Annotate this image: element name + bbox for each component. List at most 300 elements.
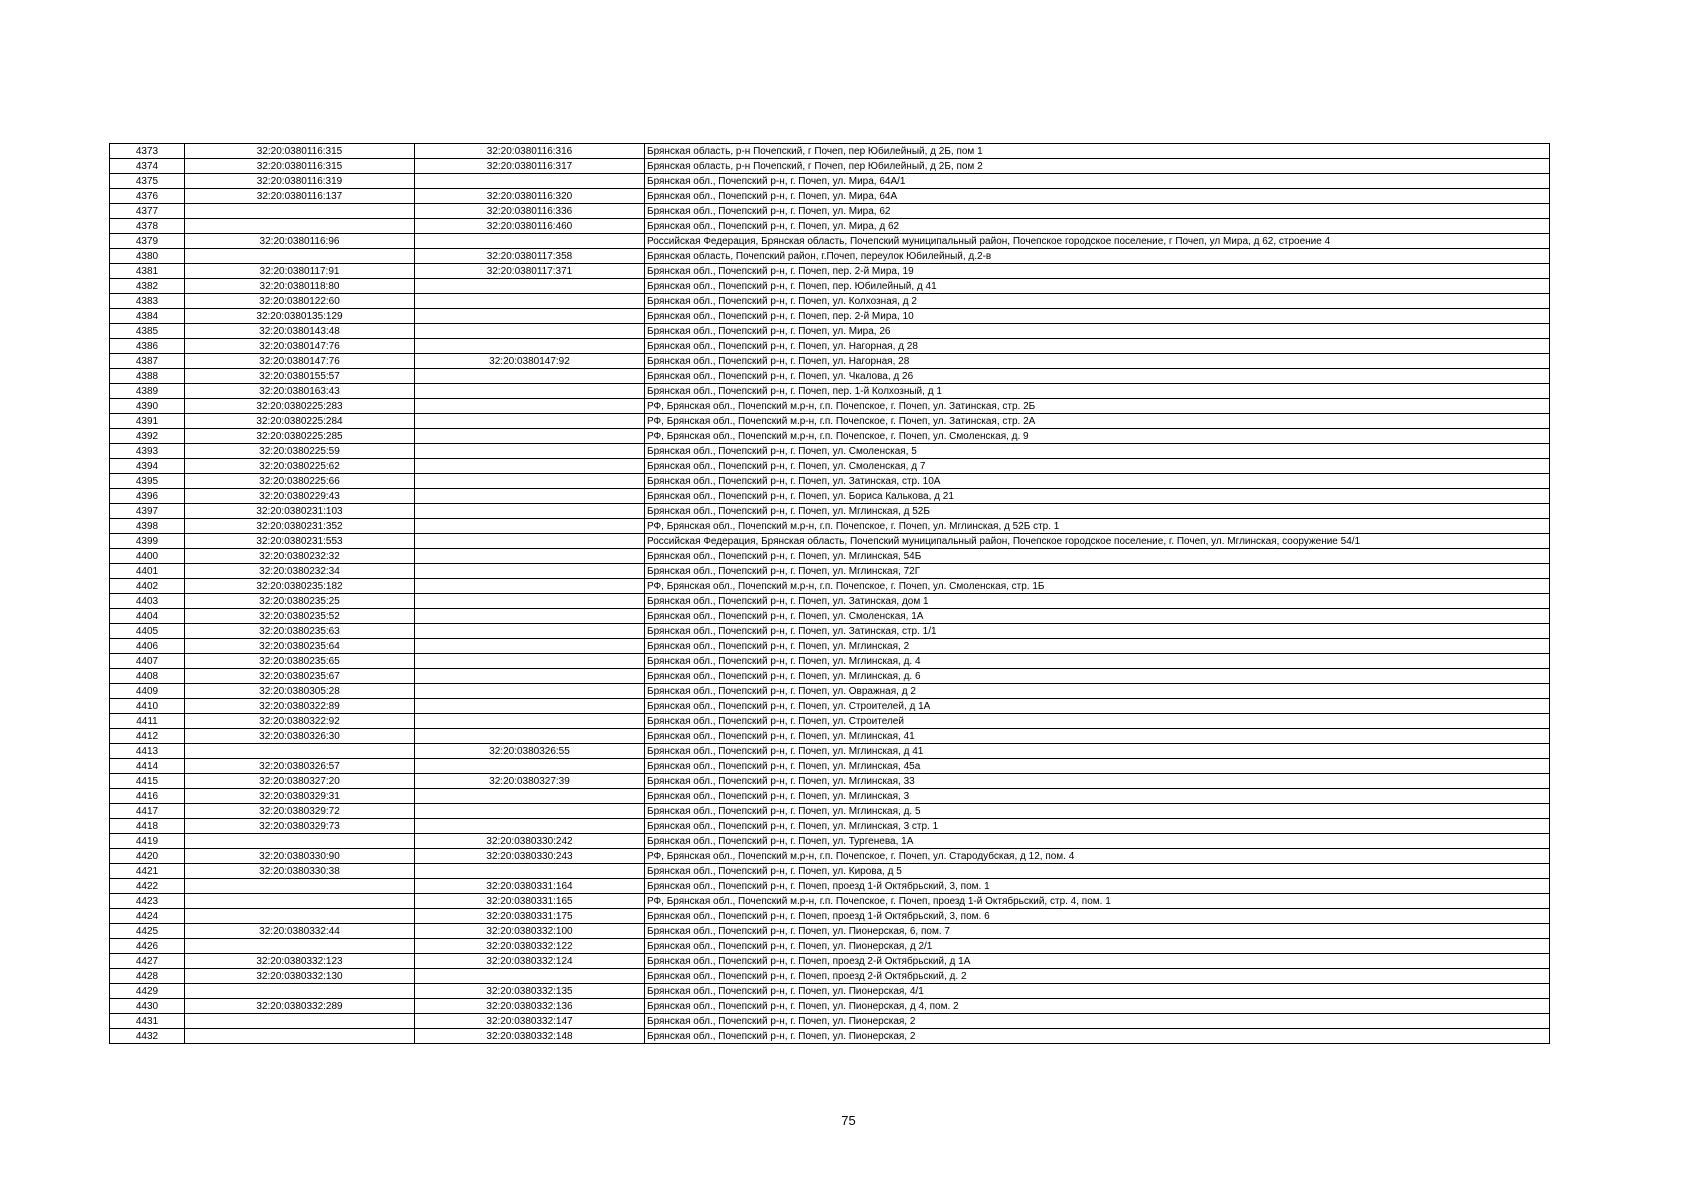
row-number-cell: 4409	[110, 684, 185, 699]
cadastral-number-cell: 32:20:0380332:289	[185, 999, 415, 1014]
related-cadastral-number-cell	[415, 519, 645, 534]
address-cell: Брянская обл., Почепский р-н, г. Почеп, ул. Мира, 64А	[645, 189, 1550, 204]
address-cell: Брянская обл., Почепский р-н, г. Почеп, ул. Мглинская, д. 6	[645, 669, 1550, 684]
row-number-cell: 4389	[110, 384, 185, 399]
address-cell: Брянская обл., Почепский р-н, г. Почеп, проезд 2-й Октябрьский, д 1А	[645, 954, 1550, 969]
row-number-cell: 4387	[110, 354, 185, 369]
related-cadastral-number-cell: 32:20:0380332:136	[415, 999, 645, 1014]
related-cadastral-number-cell	[415, 309, 645, 324]
address-cell: Брянская обл., Почепский р-н, г. Почеп, ул. Пионерская, 6, пом. 7	[645, 924, 1550, 939]
related-cadastral-number-cell	[415, 624, 645, 639]
related-cadastral-number-cell	[415, 714, 645, 729]
row-number-cell: 4382	[110, 279, 185, 294]
related-cadastral-number-cell: 32:20:0380332:100	[415, 924, 645, 939]
related-cadastral-number-cell	[415, 789, 645, 804]
row-number-cell: 4408	[110, 669, 185, 684]
address-cell: Брянская обл., Почепский р-н, г. Почеп, ул. Тургенева, 1А	[645, 834, 1550, 849]
table-row	[110, 669, 1550, 684]
table-row	[110, 684, 1550, 699]
table-row	[110, 564, 1550, 579]
related-cadastral-number-cell: 32:20:0380330:242	[415, 834, 645, 849]
table-row	[110, 639, 1550, 654]
address-cell: Брянская обл., Почепский р-н, г. Почеп, пер. 1-й Колхозный, д 1	[645, 384, 1550, 399]
related-cadastral-number-cell: 32:20:0380332:147	[415, 1014, 645, 1029]
table-row	[110, 939, 1550, 954]
address-cell: Брянская обл., Почепский р-н, г. Почеп, ул. Мира, 62	[645, 204, 1550, 219]
table-row	[110, 489, 1550, 504]
cadastral-number-cell: 32:20:0380232:34	[185, 564, 415, 579]
row-number-cell: 4426	[110, 939, 185, 954]
related-cadastral-number-cell	[415, 234, 645, 249]
table-row	[110, 189, 1550, 204]
related-cadastral-number-cell: 32:20:0380332:124	[415, 954, 645, 969]
address-cell: Брянская обл., Почепский р-н, г. Почеп, проезд 1-й Октябрьский, 3, пом. 6	[645, 909, 1550, 924]
related-cadastral-number-cell	[415, 489, 645, 504]
related-cadastral-number-cell: 32:20:0380116:317	[415, 159, 645, 174]
cadastral-number-cell: 32:20:0380235:63	[185, 624, 415, 639]
cadastral-number-cell	[185, 744, 415, 759]
table-body	[110, 144, 1550, 1044]
table-row	[110, 624, 1550, 639]
related-cadastral-number-cell	[415, 819, 645, 834]
row-number-cell: 4397	[110, 504, 185, 519]
row-number-cell: 4417	[110, 804, 185, 819]
address-cell: Брянская обл., Почепский р-н, г. Почеп, ул. Нагорная, 28	[645, 354, 1550, 369]
row-number-cell: 4418	[110, 819, 185, 834]
related-cadastral-number-cell	[415, 534, 645, 549]
address-cell: РФ, Брянская обл., Почепский м.р-н, г.п. Почепское, г. Почеп, ул. Мглинская, д 52Б стр. 1	[645, 519, 1550, 534]
row-number-cell: 4374	[110, 159, 185, 174]
row-number-cell: 4424	[110, 909, 185, 924]
cadastral-number-cell: 32:20:0380235:65	[185, 654, 415, 669]
related-cadastral-number-cell	[415, 609, 645, 624]
related-cadastral-number-cell	[415, 429, 645, 444]
cadastral-number-cell: 32:20:0380225:285	[185, 429, 415, 444]
table-row	[110, 789, 1550, 804]
address-cell: Брянская обл., Почепский р-н, г. Почеп, ул. Мглинская, д 41	[645, 744, 1550, 759]
table-row	[110, 594, 1550, 609]
table-row	[110, 249, 1550, 264]
table-row	[110, 279, 1550, 294]
row-number-cell: 4429	[110, 984, 185, 999]
address-cell: Брянская обл., Почепский р-н, г. Почеп, ул. Мглинская, д. 4	[645, 654, 1550, 669]
address-cell: Брянская обл., Почепский р-н, г. Почеп, ул. Мглинская, 33	[645, 774, 1550, 789]
address-cell: Брянская обл., Почепский р-н, г. Почеп, ул. Затинская, стр. 1/1	[645, 624, 1550, 639]
row-number-cell: 4377	[110, 204, 185, 219]
table-row	[110, 729, 1550, 744]
table-row	[110, 879, 1550, 894]
table-row	[110, 354, 1550, 369]
table-row	[110, 864, 1550, 879]
address-cell: Брянская обл., Почепский р-н, г. Почеп, пер. 2-й Мира, 10	[645, 309, 1550, 324]
cadastral-number-cell: 32:20:0380327:20	[185, 774, 415, 789]
row-number-cell: 4393	[110, 444, 185, 459]
address-cell: Брянская обл., Почепский р-н, г. Почеп, ул. Чкалова, д 26	[645, 369, 1550, 384]
related-cadastral-number-cell	[415, 594, 645, 609]
address-cell: Брянская обл., Почепский р-н, г. Почеп, пер. Юбилейный, д 41	[645, 279, 1550, 294]
table-row	[110, 399, 1550, 414]
related-cadastral-number-cell: 32:20:0380117:371	[415, 264, 645, 279]
row-number-cell: 4403	[110, 594, 185, 609]
row-number-cell: 4431	[110, 1014, 185, 1029]
address-cell: Брянская обл., Почепский р-н, г. Почеп, ул. Мглинская, 72Г	[645, 564, 1550, 579]
row-number-cell: 4375	[110, 174, 185, 189]
related-cadastral-number-cell: 32:20:0380117:358	[415, 249, 645, 264]
table-row	[110, 714, 1550, 729]
address-cell: Брянская обл., Почепский р-н, г. Почеп, ул. Пионерская, д 4, пом. 2	[645, 999, 1550, 1014]
related-cadastral-number-cell	[415, 669, 645, 684]
row-number-cell: 4427	[110, 954, 185, 969]
table-row	[110, 159, 1550, 174]
address-cell: Брянская обл., Почепский р-н, г. Почеп, ул. Мира, д 62	[645, 219, 1550, 234]
table-row	[110, 894, 1550, 909]
cadastral-number-cell: 32:20:0380232:32	[185, 549, 415, 564]
related-cadastral-number-cell: 32:20:0380330:243	[415, 849, 645, 864]
row-number-cell: 4428	[110, 969, 185, 984]
cadastral-number-cell: 32:20:0380231:352	[185, 519, 415, 534]
cadastral-number-cell: 32:20:0380135:129	[185, 309, 415, 324]
address-cell: Брянская обл., Почепский р-н, г. Почеп, ул. Строителей, д 1А	[645, 699, 1550, 714]
related-cadastral-number-cell: 32:20:0380332:135	[415, 984, 645, 999]
row-number-cell: 4384	[110, 309, 185, 324]
table-row	[110, 954, 1550, 969]
related-cadastral-number-cell	[415, 369, 645, 384]
row-number-cell: 4395	[110, 474, 185, 489]
related-cadastral-number-cell	[415, 564, 645, 579]
row-number-cell: 4378	[110, 219, 185, 234]
table-row	[110, 654, 1550, 669]
related-cadastral-number-cell: 32:20:0380147:92	[415, 354, 645, 369]
related-cadastral-number-cell: 32:20:0380116:336	[415, 204, 645, 219]
cadastral-number-cell	[185, 834, 415, 849]
cadastral-number-cell: 32:20:0380332:44	[185, 924, 415, 939]
cadastral-number-cell: 32:20:0380332:130	[185, 969, 415, 984]
related-cadastral-number-cell: 32:20:0380332:148	[415, 1029, 645, 1044]
table-row	[110, 504, 1550, 519]
table-row	[110, 909, 1550, 924]
cadastral-number-cell: 32:20:0380235:52	[185, 609, 415, 624]
row-number-cell: 4405	[110, 624, 185, 639]
table-row	[110, 414, 1550, 429]
related-cadastral-number-cell	[415, 804, 645, 819]
related-cadastral-number-cell	[415, 339, 645, 354]
related-cadastral-number-cell: 32:20:0380331:164	[415, 879, 645, 894]
table-row	[110, 999, 1550, 1014]
row-number-cell: 4373	[110, 144, 185, 159]
row-number-cell: 4420	[110, 849, 185, 864]
address-cell: Российская Федерация, Брянская область, Почепский муниципальный район, Почепское городское поселение, г. Почеп, ул. Мглинская, сооружение 54/1	[645, 534, 1550, 549]
cadastral-number-cell: 32:20:0380122:60	[185, 294, 415, 309]
related-cadastral-number-cell: 32:20:0380331:175	[415, 909, 645, 924]
related-cadastral-number-cell	[415, 504, 645, 519]
address-cell: Брянская область, р-н Почепский, г Почеп, пер Юбилейный, д 2Б, пом 2	[645, 159, 1550, 174]
cadastral-number-cell: 32:20:0380235:182	[185, 579, 415, 594]
row-number-cell: 4394	[110, 459, 185, 474]
cadastral-number-cell	[185, 1029, 415, 1044]
page-number: 75	[841, 1113, 856, 1128]
cadastral-number-cell: 32:20:0380116:319	[185, 174, 415, 189]
row-number-cell: 4399	[110, 534, 185, 549]
row-number-cell: 4386	[110, 339, 185, 354]
address-cell: Брянская обл., Почепский р-н, г. Почеп, ул. Кирова, д 5	[645, 864, 1550, 879]
cadastral-number-cell: 32:20:0380116:137	[185, 189, 415, 204]
address-cell: РФ, Брянская обл., Почепский м.р-н, г.п. Почепское, г. Почеп, ул. Смоленская, д. 9	[645, 429, 1550, 444]
table-row	[110, 1029, 1550, 1044]
address-cell: Брянская обл., Почепский р-н, г. Почеп, ул. Затинская, дом 1	[645, 594, 1550, 609]
cadastral-number-cell: 32:20:0380116:315	[185, 159, 415, 174]
cadastral-number-cell: 32:20:0380116:315	[185, 144, 415, 159]
address-cell: Брянская обл., Почепский р-н, г. Почеп, ул. Затинская, стр. 10А	[645, 474, 1550, 489]
cadastral-number-cell: 32:20:0380163:43	[185, 384, 415, 399]
table-row	[110, 324, 1550, 339]
cadastral-number-cell	[185, 879, 415, 894]
address-cell: Брянская обл., Почепский р-н, г. Почеп, ул. Мглинская, 3	[645, 789, 1550, 804]
table-row	[110, 609, 1550, 624]
address-cell: РФ, Брянская обл., Почепский м.р-н, г.п. Почепское, г. Почеп, ул. Затинская, стр. 2Б	[645, 399, 1550, 414]
cadastral-number-cell	[185, 204, 415, 219]
table-row	[110, 144, 1550, 159]
related-cadastral-number-cell	[415, 459, 645, 474]
address-cell: Брянская обл., Почепский р-н, г. Почеп, ул. Пионерская, 2	[645, 1014, 1550, 1029]
table-row	[110, 294, 1550, 309]
cadastral-number-cell	[185, 219, 415, 234]
row-number-cell: 4381	[110, 264, 185, 279]
address-cell: Брянская обл., Почепский р-н, г. Почеп, ул. Смоленская, д 7	[645, 459, 1550, 474]
related-cadastral-number-cell: 32:20:0380116:316	[415, 144, 645, 159]
table-row	[110, 834, 1550, 849]
address-cell: РФ, Брянская обл., Почепский м.р-н, г.п. Почепское, г. Почеп, ул. Стародубская, д 12, пом. 4	[645, 849, 1550, 864]
table-row	[110, 174, 1550, 189]
table-row	[110, 519, 1550, 534]
address-cell: Брянская обл., Почепский р-н, г. Почеп, ул. Смоленская, 1А	[645, 609, 1550, 624]
cadastral-number-cell: 32:20:0380143:48	[185, 324, 415, 339]
table-row	[110, 849, 1550, 864]
related-cadastral-number-cell	[415, 684, 645, 699]
address-cell: Брянская обл., Почепский р-н, г. Почеп, ул. Мглинская, 3 стр. 1	[645, 819, 1550, 834]
related-cadastral-number-cell	[415, 864, 645, 879]
row-number-cell: 4410	[110, 699, 185, 714]
cadastral-number-cell: 32:20:0380326:30	[185, 729, 415, 744]
related-cadastral-number-cell: 32:20:0380331:165	[415, 894, 645, 909]
address-cell: Брянская обл., Почепский р-н, г. Почеп, ул. Мира, 26	[645, 324, 1550, 339]
address-cell: Российская Федерация, Брянская область, Почепский муниципальный район, Почепское городское поселение, г Почеп, ул Мира, д 62, строение 4	[645, 234, 1550, 249]
row-number-cell: 4390	[110, 399, 185, 414]
address-cell: Брянская обл., Почепский р-н, г. Почеп, ул. Мглинская, д 52Б	[645, 504, 1550, 519]
related-cadastral-number-cell: 32:20:0380116:320	[415, 189, 645, 204]
table-row	[110, 369, 1550, 384]
table-row	[110, 1014, 1550, 1029]
row-number-cell: 4430	[110, 999, 185, 1014]
cadastral-number-cell: 32:20:0380225:284	[185, 414, 415, 429]
address-cell: Брянская обл., Почепский р-н, г. Почеп, ул. Мглинская, 41	[645, 729, 1550, 744]
cadastral-number-cell: 32:20:0380225:62	[185, 459, 415, 474]
row-number-cell: 4411	[110, 714, 185, 729]
cadastral-number-cell: 32:20:0380326:57	[185, 759, 415, 774]
cadastral-number-cell: 32:20:0380117:91	[185, 264, 415, 279]
table-row	[110, 339, 1550, 354]
row-number-cell: 4414	[110, 759, 185, 774]
related-cadastral-number-cell	[415, 474, 645, 489]
cadastral-number-cell: 32:20:0380330:38	[185, 864, 415, 879]
table-row	[110, 984, 1550, 999]
cadastral-number-cell: 32:20:0380116:96	[185, 234, 415, 249]
row-number-cell: 4416	[110, 789, 185, 804]
cadastral-number-cell: 32:20:0380225:283	[185, 399, 415, 414]
cadastral-number-cell: 32:20:0380235:67	[185, 669, 415, 684]
cadastral-number-cell: 32:20:0380225:66	[185, 474, 415, 489]
related-cadastral-number-cell	[415, 384, 645, 399]
table-row	[110, 759, 1550, 774]
cadastral-table	[109, 143, 1550, 1044]
row-number-cell: 4432	[110, 1029, 185, 1044]
cadastral-number-cell	[185, 984, 415, 999]
row-number-cell: 4415	[110, 774, 185, 789]
table-row	[110, 384, 1550, 399]
address-cell: Брянская обл., Почепский р-н, г. Почеп, ул. Мира, 64А/1	[645, 174, 1550, 189]
table-row	[110, 459, 1550, 474]
related-cadastral-number-cell: 32:20:0380326:55	[415, 744, 645, 759]
cadastral-number-cell: 32:20:0380231:103	[185, 504, 415, 519]
cadastral-number-cell: 32:20:0380329:72	[185, 804, 415, 819]
row-number-cell: 4388	[110, 369, 185, 384]
row-number-cell: 4392	[110, 429, 185, 444]
related-cadastral-number-cell: 32:20:0380332:122	[415, 939, 645, 954]
table-row	[110, 699, 1550, 714]
related-cadastral-number-cell: 32:20:0380327:39	[415, 774, 645, 789]
address-cell: Брянская обл., Почепский р-н, г. Почеп, пер. 2-й Мира, 19	[645, 264, 1550, 279]
related-cadastral-number-cell	[415, 639, 645, 654]
related-cadastral-number-cell	[415, 969, 645, 984]
address-cell: Брянская обл., Почепский р-н, г. Почеп, ул. Пионерская, д 2/1	[645, 939, 1550, 954]
table-row	[110, 234, 1550, 249]
table-row	[110, 474, 1550, 489]
table-row	[110, 819, 1550, 834]
row-number-cell: 4421	[110, 864, 185, 879]
cadastral-number-cell: 32:20:0380322:89	[185, 699, 415, 714]
cadastral-number-cell	[185, 939, 415, 954]
row-number-cell: 4401	[110, 564, 185, 579]
address-cell: Брянская обл., Почепский р-н, г. Почеп, ул. Смоленская, 5	[645, 444, 1550, 459]
cadastral-number-cell: 32:20:0380235:64	[185, 639, 415, 654]
related-cadastral-number-cell	[415, 294, 645, 309]
address-cell: Брянская обл., Почепский р-н, г. Почеп, ул. Мглинская, д. 5	[645, 804, 1550, 819]
related-cadastral-number-cell: 32:20:0380116:460	[415, 219, 645, 234]
row-number-cell: 4391	[110, 414, 185, 429]
table-row	[110, 549, 1550, 564]
related-cadastral-number-cell	[415, 279, 645, 294]
cadastral-number-cell: 32:20:0380229:43	[185, 489, 415, 504]
row-number-cell: 4422	[110, 879, 185, 894]
cadastral-number-cell: 32:20:0380332:123	[185, 954, 415, 969]
address-cell: Брянская обл., Почепский р-н, г. Почеп, проезд 2-й Октябрьский, д. 2	[645, 969, 1550, 984]
address-cell: Брянская обл., Почепский р-н, г. Почеп, ул. Строителей	[645, 714, 1550, 729]
row-number-cell: 4407	[110, 654, 185, 669]
table-row	[110, 804, 1550, 819]
address-cell: Брянская обл., Почепский р-н, г. Почеп, ул. Пионерская, 4/1	[645, 984, 1550, 999]
row-number-cell: 4412	[110, 729, 185, 744]
cadastral-number-cell: 32:20:0380329:73	[185, 819, 415, 834]
address-cell: Брянская обл., Почепский р-н, г. Почеп, ул. Мглинская, 2	[645, 639, 1550, 654]
cadastral-number-cell: 32:20:0380118:80	[185, 279, 415, 294]
address-cell: Брянская обл., Почепский р-н, г. Почеп, ул. Колхозная, д 2	[645, 294, 1550, 309]
row-number-cell: 4402	[110, 579, 185, 594]
address-cell: Брянская обл., Почепский р-н, г. Почеп, ул. Мглинская, 54Б	[645, 549, 1550, 564]
cadastral-number-cell	[185, 249, 415, 264]
address-cell: Брянская область, Почепский район, г.Почеп, переулок Юбилейный, д.2-в	[645, 249, 1550, 264]
cadastral-number-cell: 32:20:0380235:25	[185, 594, 415, 609]
cadastral-number-cell	[185, 909, 415, 924]
cadastral-number-cell: 32:20:0380231:553	[185, 534, 415, 549]
row-number-cell: 4376	[110, 189, 185, 204]
cadastral-number-cell: 32:20:0380305:28	[185, 684, 415, 699]
address-cell: Брянская обл., Почепский р-н, г. Почеп, ул. Нагорная, д 28	[645, 339, 1550, 354]
cadastral-number-cell: 32:20:0380322:92	[185, 714, 415, 729]
row-number-cell: 4425	[110, 924, 185, 939]
address-cell: РФ, Брянская обл., Почепский м.р-н, г.п. Почепское, г. Почеп, ул. Затинская, стр. 2А	[645, 414, 1550, 429]
table-row	[110, 924, 1550, 939]
related-cadastral-number-cell	[415, 444, 645, 459]
address-cell: Брянская обл., Почепский р-н, г. Почеп, ул. Овражная, д 2	[645, 684, 1550, 699]
related-cadastral-number-cell	[415, 699, 645, 714]
table-row	[110, 429, 1550, 444]
cadastral-number-cell: 32:20:0380147:76	[185, 354, 415, 369]
table-row	[110, 219, 1550, 234]
related-cadastral-number-cell	[415, 414, 645, 429]
row-number-cell: 4383	[110, 294, 185, 309]
table-row	[110, 774, 1550, 789]
related-cadastral-number-cell	[415, 654, 645, 669]
address-cell: Брянская область, р-н Почепский, г Почеп, пер Юбилейный, д 2Б, пом 1	[645, 144, 1550, 159]
table-row	[110, 969, 1550, 984]
row-number-cell: 4380	[110, 249, 185, 264]
row-number-cell: 4398	[110, 519, 185, 534]
cadastral-number-cell: 32:20:0380155:57	[185, 369, 415, 384]
row-number-cell: 4419	[110, 834, 185, 849]
row-number-cell: 4400	[110, 549, 185, 564]
table-row	[110, 309, 1550, 324]
cadastral-number-cell	[185, 1014, 415, 1029]
row-number-cell: 4404	[110, 609, 185, 624]
related-cadastral-number-cell	[415, 174, 645, 189]
table-row	[110, 744, 1550, 759]
address-cell: Брянская обл., Почепский р-н, г. Почеп, ул. Мглинская, 45а	[645, 759, 1550, 774]
table-row	[110, 534, 1550, 549]
cadastral-number-cell: 32:20:0380329:31	[185, 789, 415, 804]
table-row	[110, 579, 1550, 594]
address-cell: Брянская обл., Почепский р-н, г. Почеп, ул. Пионерская, 2	[645, 1029, 1550, 1044]
row-number-cell: 4396	[110, 489, 185, 504]
related-cadastral-number-cell	[415, 399, 645, 414]
row-number-cell: 4413	[110, 744, 185, 759]
related-cadastral-number-cell	[415, 324, 645, 339]
related-cadastral-number-cell	[415, 579, 645, 594]
address-cell: Брянская обл., Почепский р-н, г. Почеп, проезд 1-й Октябрьский, 3, пом. 1	[645, 879, 1550, 894]
related-cadastral-number-cell	[415, 729, 645, 744]
cadastral-number-cell	[185, 894, 415, 909]
address-cell: Брянская обл., Почепский р-н, г. Почеп, ул. Бориса Калькова, д 21	[645, 489, 1550, 504]
related-cadastral-number-cell	[415, 759, 645, 774]
table-row	[110, 444, 1550, 459]
row-number-cell: 4379	[110, 234, 185, 249]
table-row	[110, 204, 1550, 219]
cadastral-number-cell: 32:20:0380147:76	[185, 339, 415, 354]
address-cell: РФ, Брянская обл., Почепский м.р-н, г.п. Почепское, г. Почеп, проезд 1-й Октябрьский, стр. 4, пом. 1	[645, 894, 1550, 909]
cadastral-number-cell: 32:20:0380330:90	[185, 849, 415, 864]
row-number-cell: 4406	[110, 639, 185, 654]
related-cadastral-number-cell	[415, 549, 645, 564]
row-number-cell: 4385	[110, 324, 185, 339]
row-number-cell: 4423	[110, 894, 185, 909]
